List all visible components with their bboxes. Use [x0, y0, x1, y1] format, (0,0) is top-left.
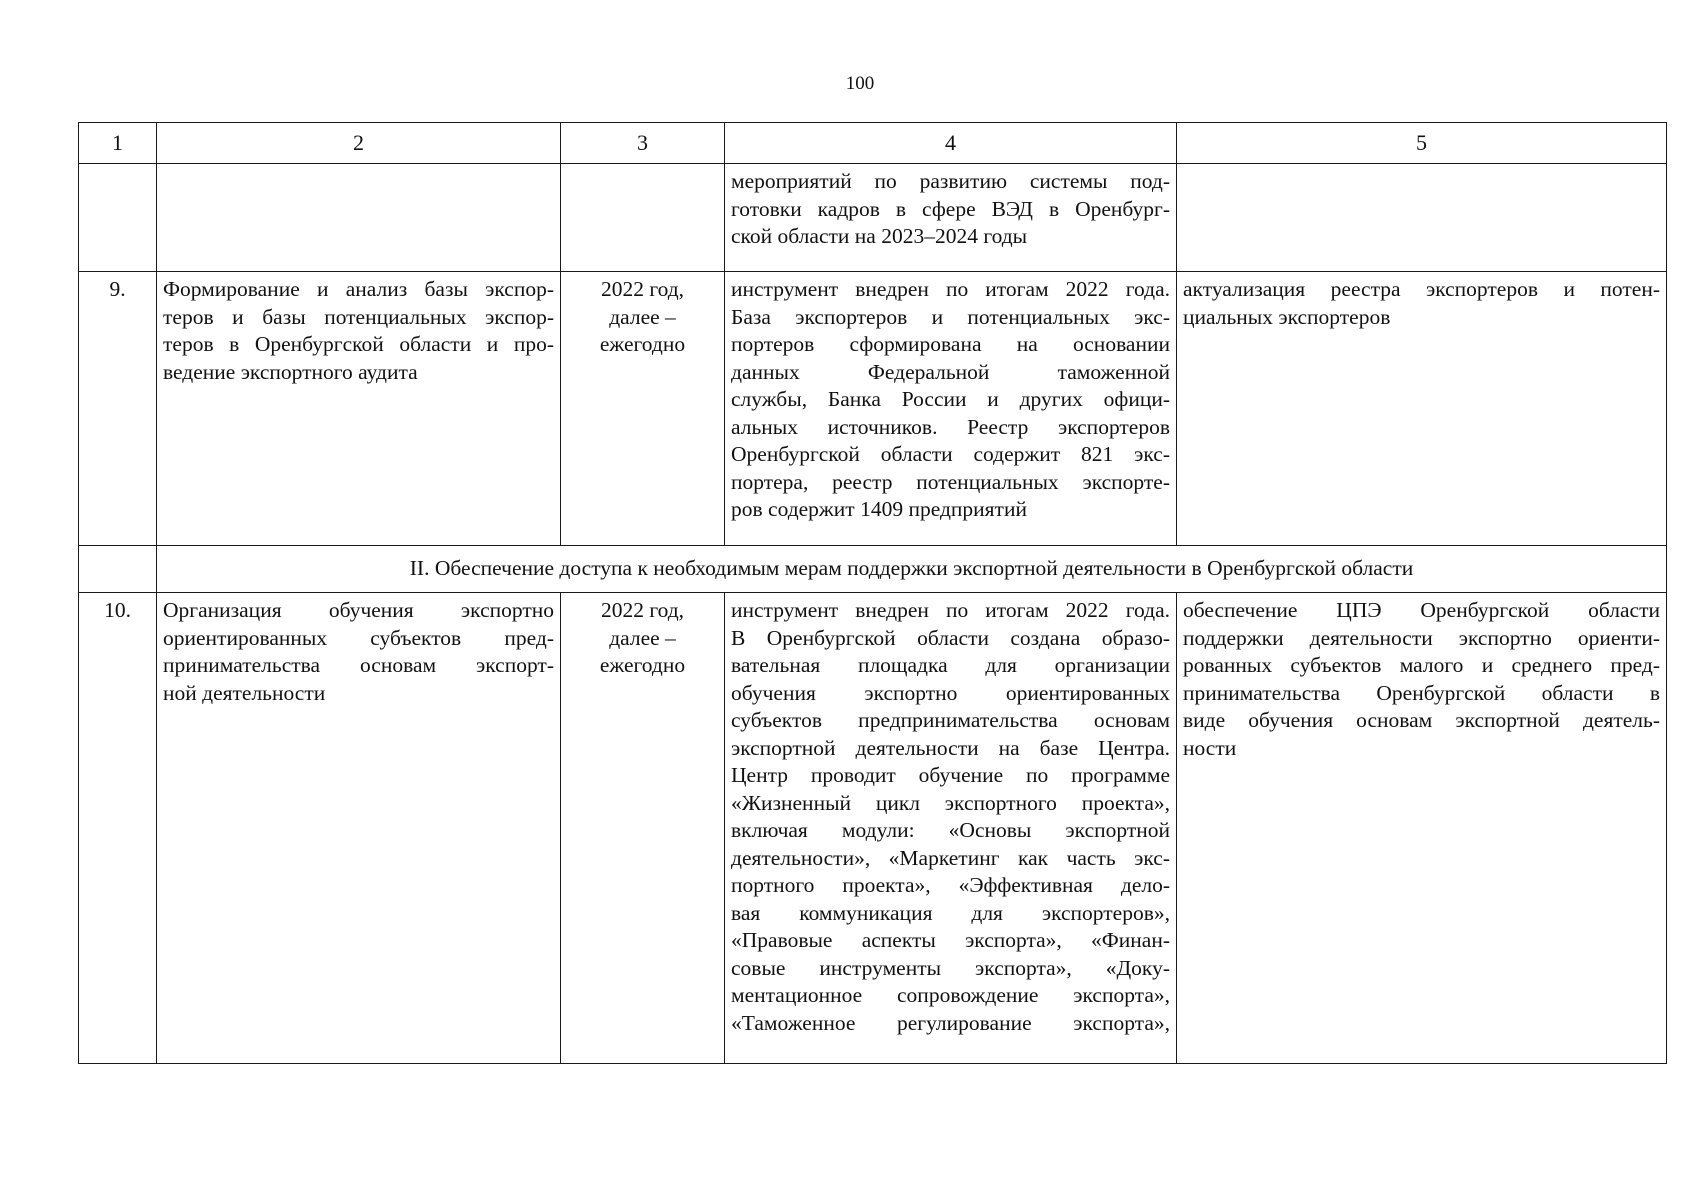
cell-text-line: актуализация реестра экспортеров и потен-: [1183, 277, 1660, 301]
cell-text-line: данных Федеральной таможенной: [731, 359, 1170, 384]
cell-text-line: ежегодно: [599, 653, 686, 677]
cell-text-line: экспортной деятельности на базе Центра.: [731, 735, 1170, 760]
cell-text-line: альных источников. Реестр экспортеров: [731, 414, 1170, 439]
header-col-2: 2: [157, 123, 561, 164]
measures-table: [78, 122, 1667, 1064]
cell-text-line: вательная площадка для организации: [731, 653, 1170, 677]
cell-text-line: 2022 год,: [600, 598, 685, 622]
cell-text-line: ментационное сопровождение экспорта»,: [731, 983, 1170, 1007]
cell-result: [1177, 272, 1667, 546]
cell-text-line: портера, реестр потенциальных экспорте-: [731, 469, 1170, 494]
cell-text-line: портного проекта», «Эффективная дело-: [731, 873, 1170, 897]
cell-text-line: виде обучения основам экспортной деятель-: [1183, 708, 1660, 732]
cell-text-line: мероприятий по развитию системы под-: [731, 169, 1170, 193]
cell-text-line: Формирование и анализ базы экспор-: [163, 277, 554, 301]
cell-text-line: Организация обучения экспортно: [163, 598, 554, 622]
cell-text-line: далее –: [609, 625, 676, 650]
cell-text-line: В Оренбургской области создана образо-: [731, 625, 1170, 650]
cell-text-line: Оренбургской области содержит 821 экс-: [731, 442, 1170, 466]
table-row-10: [79, 593, 1667, 1064]
header-col-1: 1: [79, 123, 157, 164]
cell-number: 10.: [79, 593, 157, 1064]
cell-number: 9.: [79, 272, 157, 546]
section-title: II. Обеспечение доступа к необходимым мерам поддержки экспортной деятельности в Оренбургской области: [157, 546, 1667, 593]
cell-measure: [157, 272, 561, 546]
cell-period: [561, 593, 725, 1064]
table-row-9: [79, 272, 1667, 546]
cell-text-line: 2022 год,: [600, 277, 685, 301]
cell-text-line: теров и базы потенциальных экспор-: [163, 304, 554, 329]
cell-text-line: инструмент внедрен по итогам 2022 года.: [731, 277, 1170, 301]
cell-text-line: обеспечение ЦПЭ Оренбургской области: [1183, 598, 1660, 622]
cell-text-line: принимательства Оренбургской области в: [1183, 680, 1660, 705]
cell-status: [725, 272, 1177, 546]
cell-result: [1177, 164, 1667, 272]
cell-text-line: деятельности», «Маркетинг как часть экс-: [731, 845, 1170, 870]
cell-text-line: теров в Оренбургской области и про-: [163, 332, 554, 356]
table-section-row: [79, 546, 1667, 593]
cell-measure: [157, 593, 561, 1064]
cell-text-line: «Правовые аспекты экспорта», «Финан-: [731, 928, 1170, 952]
header-col-5: 5: [1177, 123, 1667, 164]
cell-status: [725, 164, 1177, 272]
cell-text-line: Центр проводит обучение по программе: [731, 763, 1170, 787]
cell-text-line: поддержки деятельности экспортно ориенти-: [1183, 625, 1660, 650]
cell-status: [725, 593, 1177, 1064]
cell-text-line: «Жизненный цикл экспортного проекта»,: [731, 790, 1170, 815]
cell-period: [561, 272, 725, 546]
cell-text-line: циальных экспортеров: [1183, 304, 1391, 329]
cell-text-line: субъектов предпринимательства основам: [731, 708, 1170, 732]
cell-text-line: портеров сформирована на основании: [731, 332, 1170, 356]
cell-text-line: ежегодно: [599, 332, 686, 356]
table-header-row: [79, 123, 1667, 164]
cell-text-line: инструмент внедрен по итогам 2022 года.: [731, 598, 1170, 622]
header-col-4: 4: [725, 123, 1177, 164]
cell-number: [79, 546, 157, 593]
cell-text-line: ведение экспортного аудита: [163, 359, 418, 384]
cell-text-line: службы, Банка России и других офици-: [731, 387, 1170, 411]
cell-text-line: «Таможенное регулирование экспорта»,: [731, 1010, 1170, 1035]
cell-text-line: ров содержит 1409 предприятий: [731, 497, 1027, 521]
cell-text-line: совые инструменты экспорта», «Доку-: [731, 955, 1170, 980]
cell-text-line: рованных субъектов малого и среднего пред-: [1183, 653, 1660, 677]
table-row-continuation: [79, 164, 1667, 272]
cell-text-line: ной деятельности: [163, 680, 326, 705]
cell-result: [1177, 593, 1667, 1064]
cell-text-line: ориентированных субъектов пред-: [163, 625, 554, 650]
cell-text-line: включая модули: «Основы экспортной: [731, 818, 1170, 842]
cell-text-line: обучения экспортно ориентированных: [731, 680, 1170, 705]
cell-text-line: вая коммуникация для экспортеров»,: [731, 900, 1170, 925]
cell-text-line: принимательства основам экспорт-: [163, 653, 554, 677]
page-number: 100: [845, 73, 875, 94]
cell-period: [561, 164, 725, 272]
cell-number: [79, 164, 157, 272]
cell-text-line: далее –: [609, 304, 676, 329]
cell-text-line: ности: [1183, 735, 1237, 760]
cell-text-line: База экспортеров и потенциальных экс-: [731, 304, 1170, 329]
cell-measure: [157, 164, 561, 272]
cell-text-line: ской области на 2023–2024 годы: [731, 224, 1028, 248]
cell-text-line: готовки кадров в сфере ВЭД в Оренбург-: [731, 196, 1170, 221]
header-col-3: 3: [561, 123, 725, 164]
